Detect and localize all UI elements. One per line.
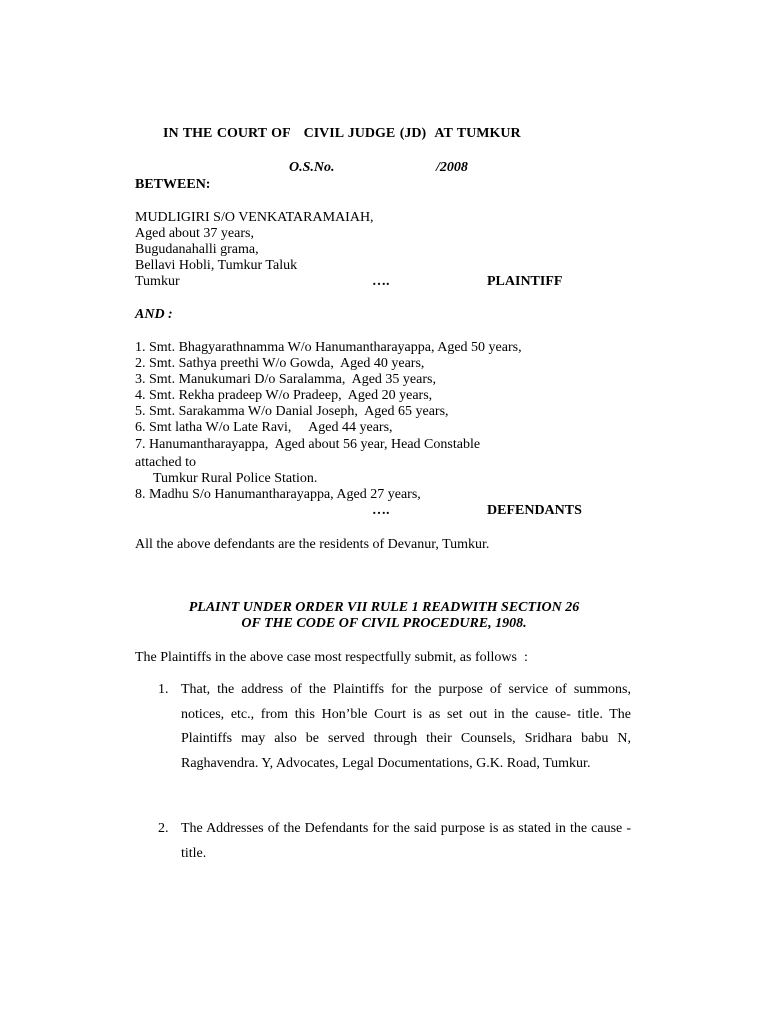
- paragraph-number: 2.: [158, 821, 169, 836]
- intro-line: The Plaintiffs in the above case most respectfully submit, as follows :: [135, 650, 528, 665]
- between-label: BETWEEN:: [135, 177, 211, 192]
- plaintiff-line: Bellavi Hobli, Tumkur Taluk: [135, 258, 298, 273]
- case-year: /2008: [436, 160, 468, 175]
- defendant-line: attached to: [135, 455, 197, 470]
- defendant-line: 7. Hanumantharayappa, Aged about 56 year, Head Constable: [135, 437, 481, 452]
- court-heading: IN THE COURT OF CIVIL JUDGE (JD) AT TUMKUR: [163, 126, 521, 141]
- defendants-dots: ….: [372, 503, 390, 518]
- paragraph-text: That, the address of the Plaintiffs for the purpose of service of summons, notices, etc., from this Hon’ble Court is as set out in the cause- title. The Plaintiffs may also be served through their Counsels, Sridhara babu N, Raghavendra. Y, Advocates, Legal Documentations, G.K. Road, Tumkur.: [181, 682, 631, 771]
- plaintiff-line: Tumkur: [135, 274, 180, 289]
- defendants-label: DEFENDANTS: [487, 503, 582, 518]
- plaintiff-line: MUDLIGIRI S/O VENKATARAMAIAH,: [135, 210, 374, 225]
- case-number-label: O.S.No.: [289, 160, 335, 175]
- defendant-line: 1. Smt. Bhagyarathnamma W/o Hanumantharayappa, Aged 50 years,: [135, 340, 522, 355]
- defendant-line: 8. Madhu S/o Hanumantharayappa, Aged 27 years,: [135, 487, 421, 502]
- and-label: AND :: [135, 307, 173, 322]
- plaint-heading-line1: PLAINT UNDER ORDER VII RULE 1 READWITH SECTION 26: [188, 600, 580, 615]
- paragraph-number: 1.: [158, 682, 169, 697]
- plaintiff-label: PLAINTIFF: [487, 274, 563, 289]
- plaint-heading-line2: OF THE CODE OF CIVIL PROCEDURE, 1908.: [241, 616, 527, 631]
- defendant-line: 6. Smt latha W/o Late Ravi, Aged 44 years,: [135, 420, 393, 435]
- defendant-line: 5. Smt. Sarakamma W/o Danial Joseph, Aged 65 years,: [135, 404, 449, 419]
- paragraph-text: The Addresses of the Defendants for the said purpose is as stated in the cause -title.: [181, 821, 631, 861]
- plaintiff-line: Bugudanahalli grama,: [135, 242, 259, 257]
- defendant-line: 4. Smt. Rekha pradeep W/o Pradeep, Aged 20 years,: [135, 388, 433, 403]
- plaintiff-line: Aged about 37 years,: [135, 226, 254, 241]
- defendant-line: 3. Smt. Manukumari D/o Saralamma, Aged 35 years,: [135, 372, 436, 387]
- plaintiff-dots: ….: [372, 274, 390, 289]
- defendant-line: 2. Smt. Sathya preethi W/o Gowda, Aged 40 years,: [135, 356, 425, 371]
- defendants-residence: All the above defendants are the residents of Devanur, Tumkur.: [135, 537, 490, 552]
- defendant-line: Tumkur Rural Police Station.: [153, 471, 318, 486]
